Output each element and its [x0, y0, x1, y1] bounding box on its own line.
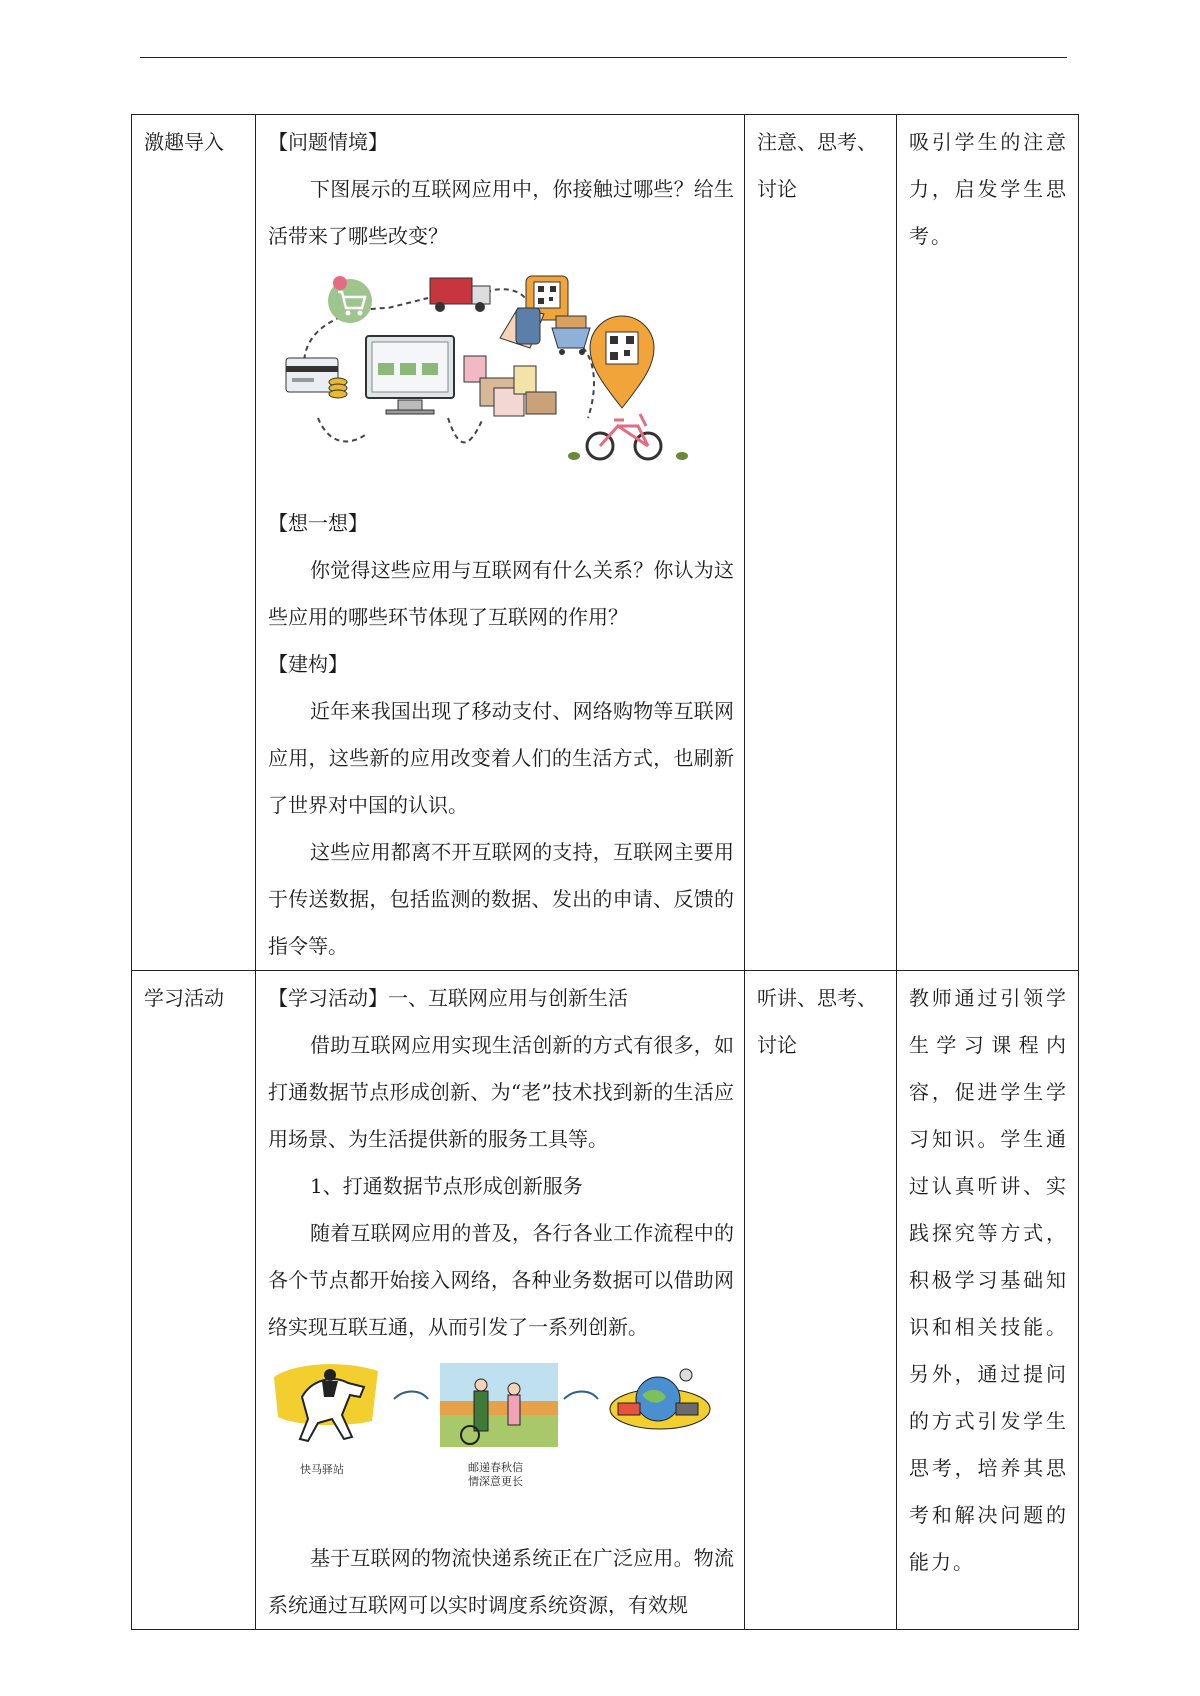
figure-caption: 邮递春秋信 [468, 1461, 523, 1474]
qr-code-location-pin-icon [590, 316, 654, 408]
horse-courier-icon [274, 1364, 378, 1441]
paragraph: 你觉得这些应用与互联网有什么关系？你认为这些应用的哪些环节体现了互联网的作用？ [268, 558, 734, 629]
arrow-icon [564, 1392, 598, 1400]
paragraph: 近年来我国出现了移动支付、网络购物等互联网应用，这些新的应用改变着人们的生活方式，也刷新了世界对中国的认识。 [268, 699, 734, 817]
coins-icon [329, 378, 347, 398]
table-row [132, 115, 1079, 971]
shopping-cart-icon [328, 276, 372, 323]
section-heading: 【想一想】 [268, 511, 368, 535]
paragraph: 随着互联网应用的普及，各行各业工作流程中的各个节点都开始接入网络，各种业务数据可以借助网络实现互联互通，从而引发了一系列创新。 [268, 1221, 734, 1339]
figure-caption: 情深意更长 [468, 1475, 523, 1488]
delivery-truck-icon [430, 278, 490, 312]
figure-caption: 快马驿站 [300, 1463, 344, 1476]
stage-label: 激趣导入 [144, 130, 224, 154]
page-header-rule [140, 57, 1067, 58]
shopping-bags-icon [464, 356, 556, 416]
paragraph: 借助互联网应用实现生活创新的方式有很多，如打通数据节点形成创新、为“老”技术找到新的生活应用场景、为生活提供新的服务工具等。 [268, 1033, 734, 1151]
arrow-icon [394, 1392, 428, 1400]
paragraph: 基于互联网的物流快递系统正在广泛应用。物流系统通过互联网可以实时调度系统资源，有效规 [268, 1546, 734, 1617]
lesson-plan-table [131, 114, 1079, 1630]
computer-monitor-icon [366, 336, 454, 414]
paragraph: 下图展示的互联网应用中，你接触过哪些？给生活带来了哪些改变？ [268, 177, 734, 248]
paragraph: 这些应用都离不开互联网的支持，互联网主要用于传送数据，包括监测的数据、发出的申请、反馈的指令等。 [268, 840, 734, 958]
stage-label: 学习活动 [144, 986, 224, 1010]
design-purpose: 吸引学生的注意力，启发学生思考。 [909, 130, 1068, 248]
section-heading: 【学习活动】一、互联网应用与创新生活 [268, 986, 628, 1010]
student-activity: 听讲、思考、讨论 [757, 986, 877, 1057]
student-activity: 注意、思考、讨论 [757, 130, 877, 201]
section-heading: 【建构】 [268, 652, 348, 676]
shared-bicycle-icon [568, 414, 688, 460]
postman-scene-icon [440, 1363, 558, 1447]
section-heading: 【问题情境】 [268, 130, 388, 154]
table-row [132, 971, 1079, 1630]
subheading: 1、打通数据节点形成创新服务 [310, 1174, 583, 1198]
internet-applications-illustration [268, 268, 734, 490]
communication-evolution-illustration [268, 1357, 734, 1535]
design-purpose: 教师通过引领学生学习课程内容，促进学生学习知识。学生通过认真听讲、实践探究等方式，积极学习基础知识和相关技能。另外，通过提问的方式引发学生思考，培养其思考和解决问题的能力。 [909, 986, 1068, 1574]
global-logistics-icon [610, 1369, 710, 1429]
